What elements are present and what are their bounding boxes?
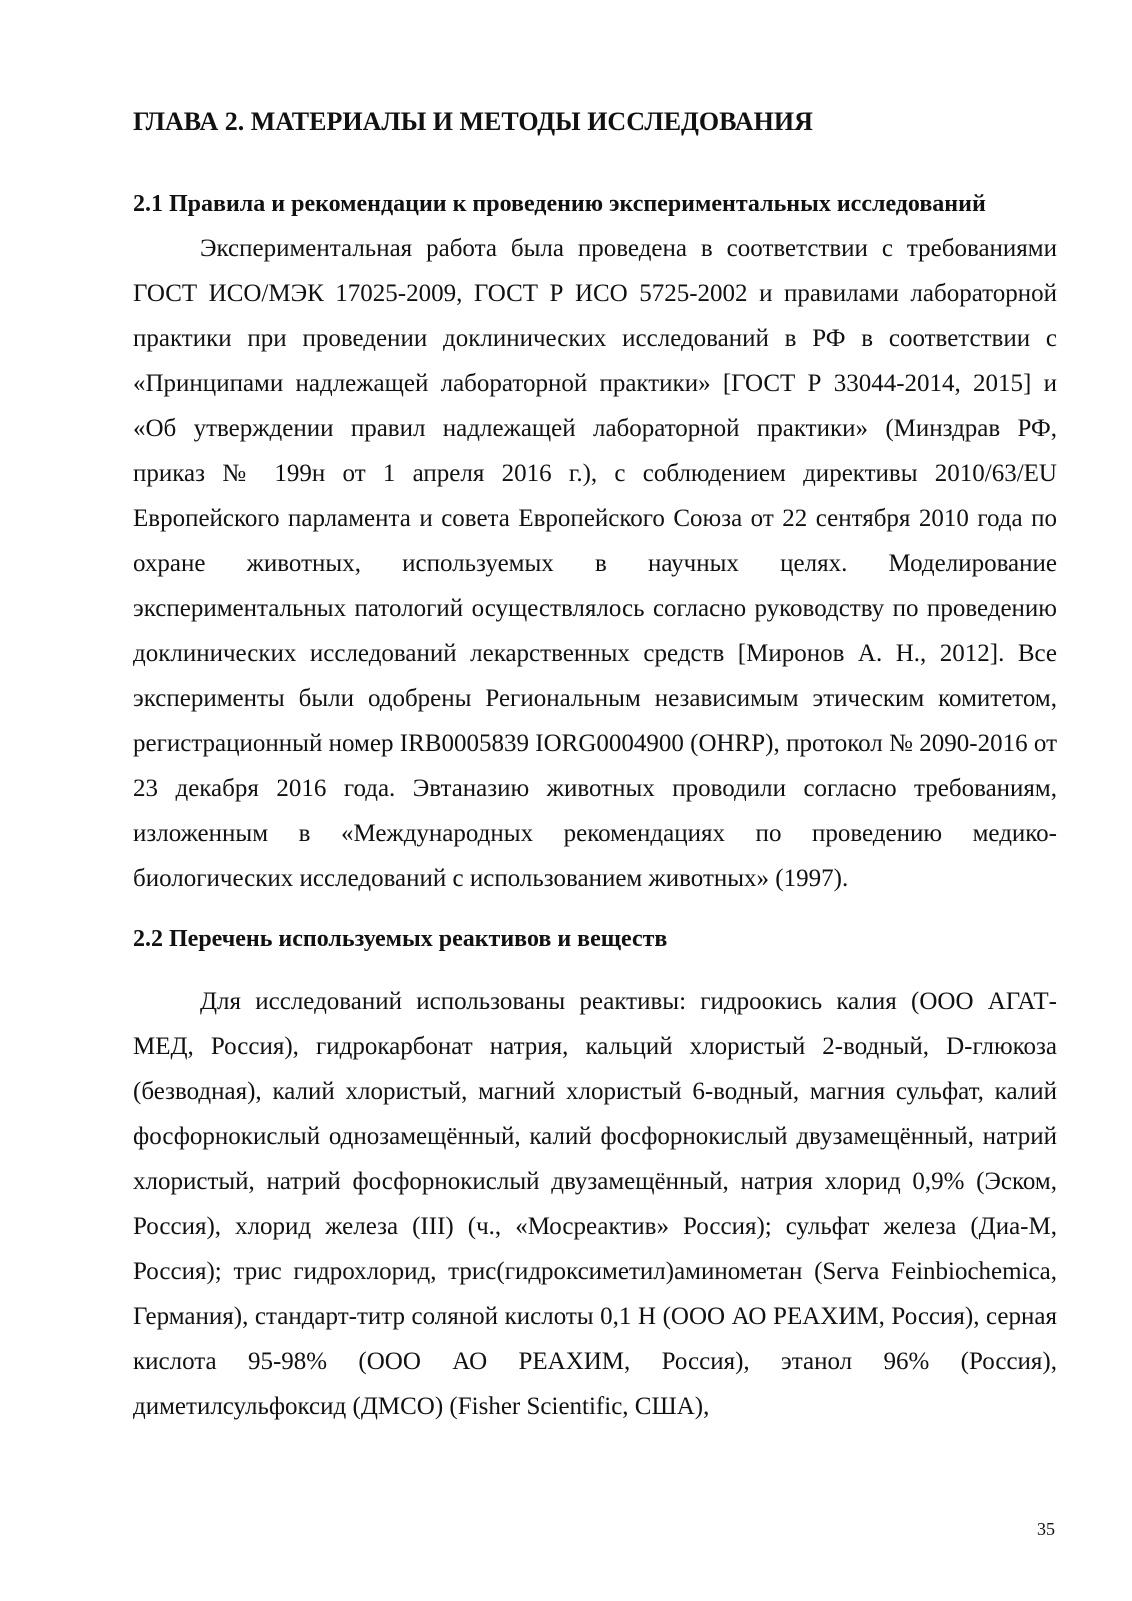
chapter-title: ГЛАВА 2. МАТЕРИАЛЫ И МЕТОДЫ ИССЛЕДОВАНИЯ	[133, 107, 813, 136]
section-2-2-paragraph: Для исследований использованы реактивы: гидроокись калия (ООО АГАТ-МЕД, Россия), гидрокарбонат натрия, кальций хлористый 2-водный, D-глюкоза (безводная), калий хлористый, магний хлористый 6-водный, магния сульфат, калий фосфорнокислый однозамещённый, калий фосфорнокислый двузамещённый, натрий хлористый, натрий фосфорнокислый двузамещённый, натрия хлорид 0,9% (Эском, Россия), хлорид железа (III) (ч., «Мосреактив» Россия); сульфат железа (Диа-М, Россия); трис гидрохлорид, трис(гидроксиметил)аминометан (Serva Feinbiochemica, Германия), стандарт-титр соляной кислоты 0,1 Н (ООО АО РЕАХИМ, Россия), серная кислота 95-98% (ООО АО РЕАХИМ, Россия), этанол 96% (Россия), диметилсульфоксид (ДМСО) (Fisher Scientific, США),	[133, 988, 1057, 1420]
section-title-2-2: 2.2 Перечень используемых реактивов и веществ	[133, 926, 668, 952]
section-title-2-1: 2.1 Правила и рекомендации к проведению экспериментальных исследований	[133, 191, 986, 217]
page-content	[133, 100, 1057, 1429]
page-number: 35	[1037, 1519, 1055, 1539]
section-2-1-paragraph: Экспериментальная работа была проведена в соответствии с требованиями ГОСТ ИСО/МЭК 17025-2009, ГОСТ Р ИСО 5725-2002 и правилами лабораторной практики при проведении доклинических исследований в РФ в соответствии с «Принципами надлежащей лабораторной практики» [ГОСТ Р 33044-2014, 2015] и «Об утверждении правил надлежащей лабораторной практики» (Минздрав РФ, приказ № 199н от 1 апреля 2016 г.), с соблюдением директивы 2010/63/EU Европейского парламента и совета Европейского Союза от 22 сентября 2010 года по охране животных, используемых в научных целях. Моделирование экспериментальных патологий осуществлялось согласно руководству по проведению доклинических исследований лекарственных средств [Миронов А. Н., 2012]. Все эксперименты были одобрены Региональным независимым этическим комитетом, регистрационный номер IRB0005839 IORG0004900 (OHRP), протокол № 2090-2016 от 23 декабря 2016 года. Эвтаназию животных проводили согласно требованиям, изложенным в «Международных рекомендациях по проведению медико-биологических исследований с использованием животных» (1997).	[133, 235, 1057, 892]
